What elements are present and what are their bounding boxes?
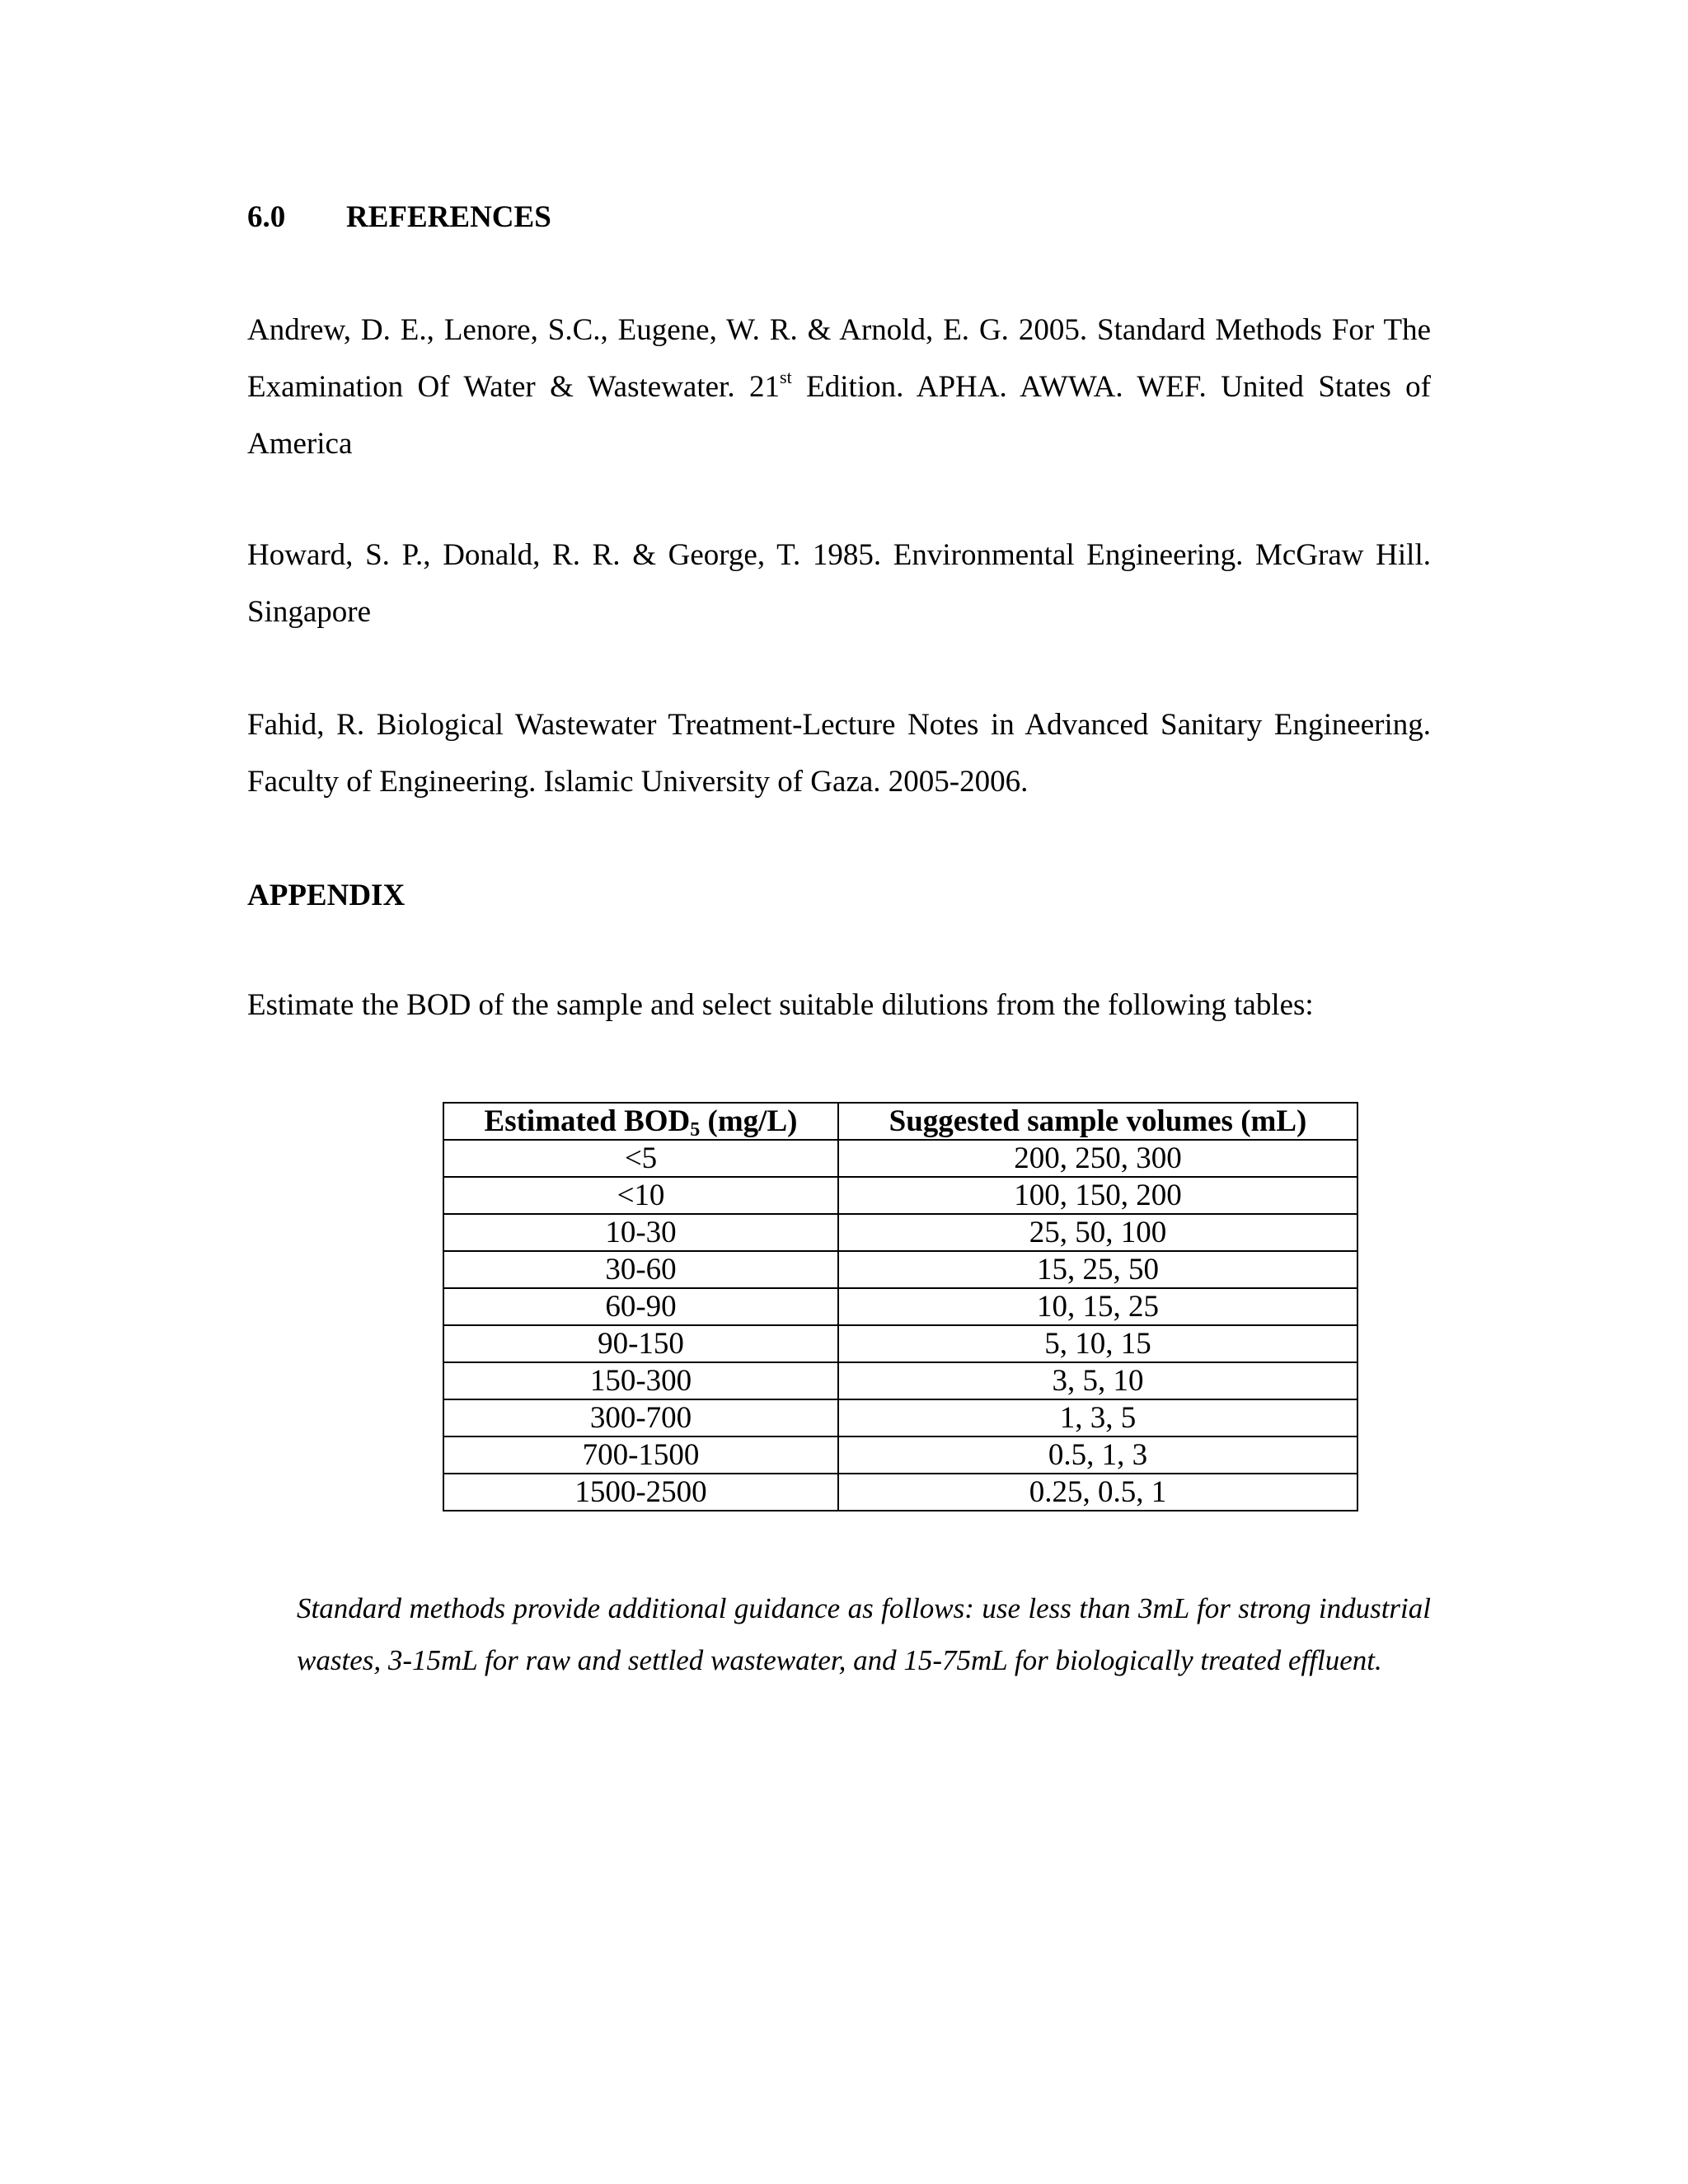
reference-entry-andrew (247, 302, 1431, 472)
table-row (443, 1362, 1357, 1399)
bod-range-cell: <10 (443, 1177, 838, 1214)
sample-volume-cell: 25, 50, 100 (838, 1214, 1357, 1251)
bod-range-cell: 30-60 (443, 1251, 838, 1288)
reference-entry-howard (247, 527, 1431, 640)
references-heading-title: REFERENCES (346, 200, 551, 234)
table-row (443, 1325, 1357, 1362)
references-heading-number: 6.0 (247, 200, 286, 234)
reference-andrew-text: Andrew, D. E., Lenore, S.C., Eugene, W. R. & Arnold, E. G. 2005. Standard Methods For The Examination Of Water & Wastewater. 21 (247, 313, 1431, 404)
bod-range-cell: 700-1500 (443, 1436, 838, 1474)
reference-andrew-superscript: st (780, 367, 792, 387)
table-row (443, 1436, 1357, 1474)
bod-range-cell: 60-90 (443, 1288, 838, 1325)
bod-range-cell: 90-150 (443, 1325, 838, 1362)
reference-entry-fahid (247, 696, 1431, 810)
bod-range-cell: 10-30 (443, 1214, 838, 1251)
table-row (443, 1140, 1357, 1177)
bod-dilution-table (443, 1102, 1358, 1511)
bod-range-cell: 1500-2500 (443, 1474, 838, 1511)
appendix-heading: APPENDIX (247, 879, 406, 912)
sample-volume-cell: 1, 3, 5 (838, 1399, 1357, 1436)
reference-howard-text: Howard, S. P., Donald, R. R. & George, T. 1985. Environmental Engineering. McGraw Hill. Singapore (247, 538, 1431, 629)
table-row (443, 1214, 1357, 1251)
table-row (443, 1474, 1357, 1511)
sample-volume-cell: 200, 250, 300 (838, 1140, 1357, 1177)
sample-volume-cell: 15, 25, 50 (838, 1251, 1357, 1288)
bod-range-cell: 300-700 (443, 1399, 838, 1436)
table-row (443, 1399, 1357, 1436)
table-header-row (443, 1103, 1357, 1140)
table-row (443, 1177, 1357, 1214)
sample-volume-cell: 3, 5, 10 (838, 1362, 1357, 1399)
sample-volume-cell: 10, 15, 25 (838, 1288, 1357, 1325)
sample-volume-cell: 5, 10, 15 (838, 1325, 1357, 1362)
sample-volume-cell: 0.25, 0.5, 1 (838, 1474, 1357, 1511)
reference-fahid-text: Fahid, R. Biological Wastewater Treatment-Lecture Notes in Advanced Sanitary Engineering. Faculty of Engineering. Islamic University of Gaza. 2005-2006. (247, 708, 1431, 799)
appendix-intro-text: Estimate the BOD of the sample and select suitable dilutions from the following tables: (247, 988, 1314, 1022)
sample-volume-cell: 100, 150, 200 (838, 1177, 1357, 1214)
header-suggested-volumes: Suggested sample volumes (mL) (838, 1103, 1357, 1140)
standard-methods-note: Standard methods provide additional guidance as follows: use less than 3mL for strong industrial wastes, 3-15mL for raw and settled wastewater, and 15-75mL for biologically treated effluent. (297, 1592, 1431, 1676)
bod-range-cell: 150-300 (443, 1362, 838, 1399)
table-row (443, 1288, 1357, 1325)
reference-andrew-text-end: Edition. APHA. AWWA. WEF. United States of America (247, 370, 1431, 461)
references-heading (247, 198, 551, 237)
bod-range-cell: <5 (443, 1140, 838, 1177)
table-row (443, 1251, 1357, 1288)
header-estimated-bod: Estimated $BOD_5$ (mg/L) (443, 1103, 838, 1140)
sample-volume-cell: 0.5, 1, 3 (838, 1436, 1357, 1474)
